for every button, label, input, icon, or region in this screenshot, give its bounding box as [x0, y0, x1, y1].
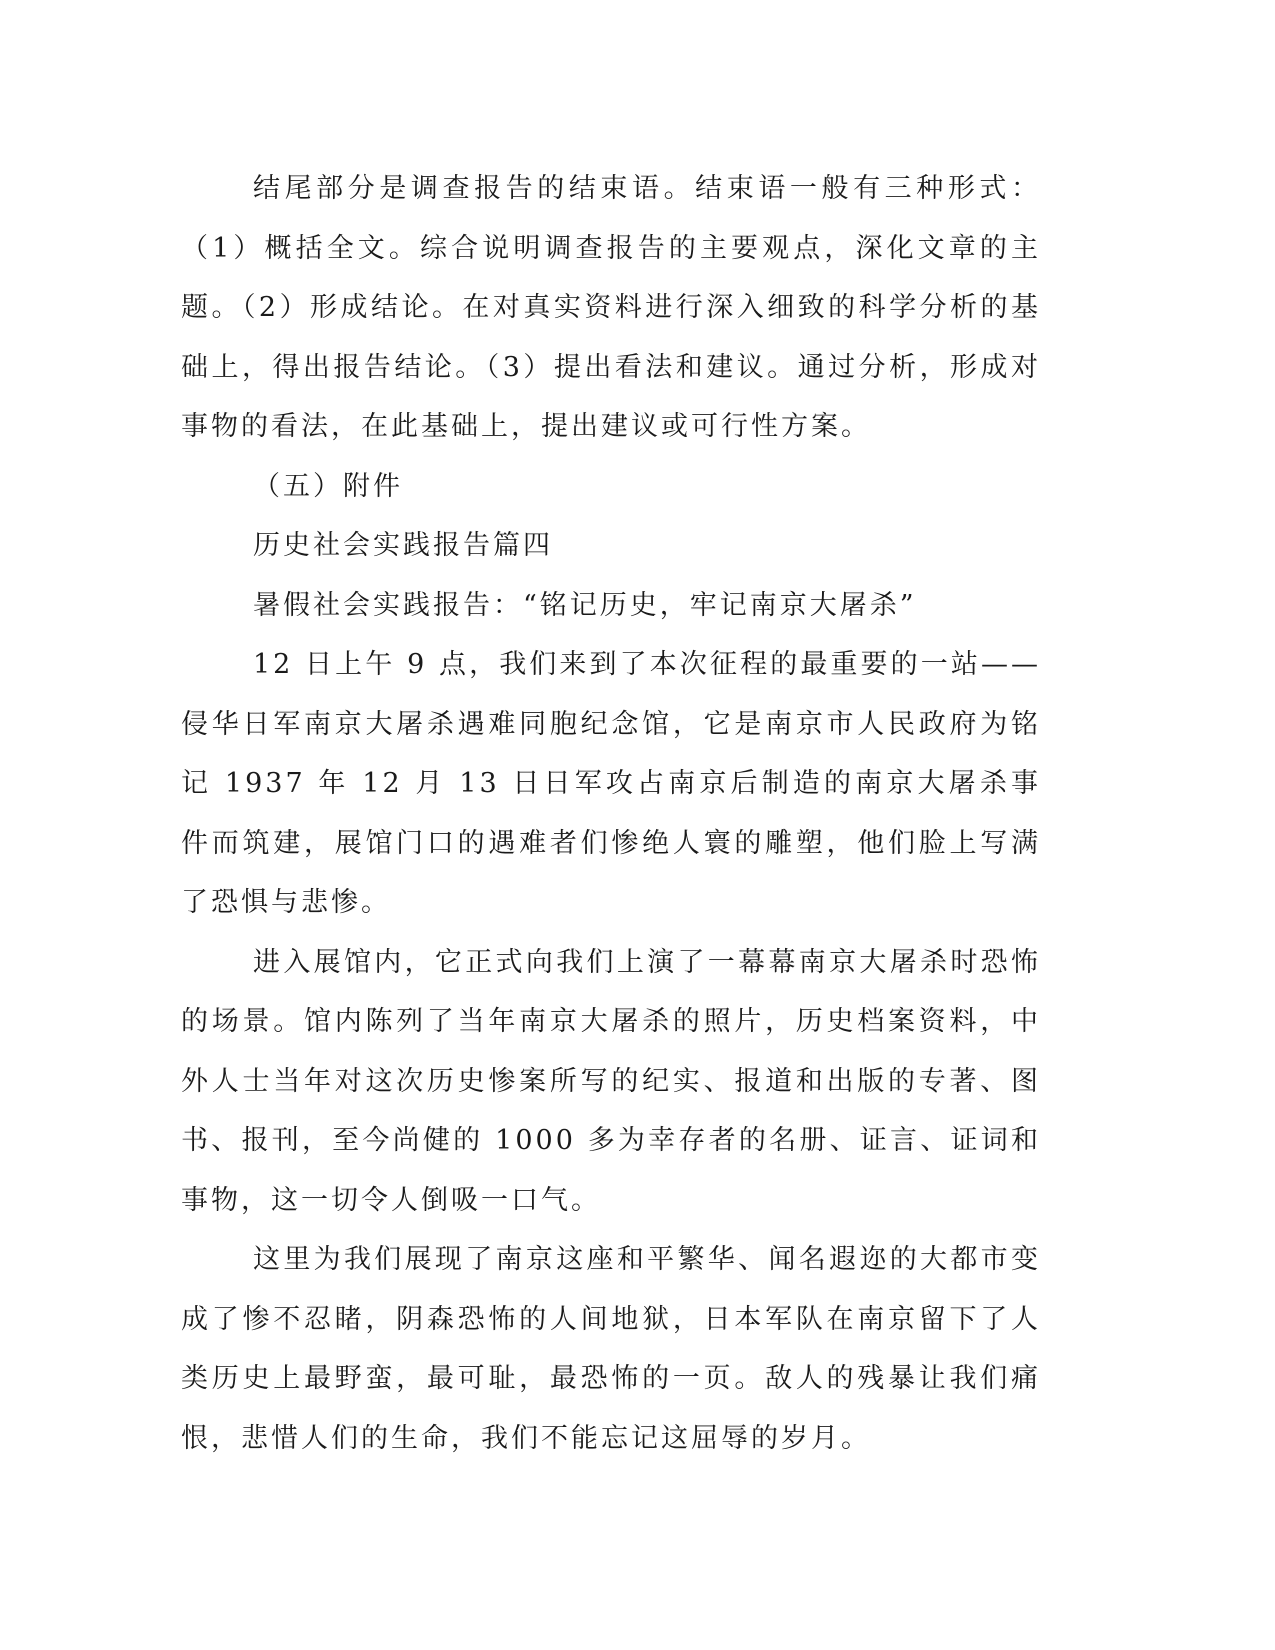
article-subtitle: 暑假社会实践报告：“铭记历史，牢记南京大屠杀” [253, 589, 917, 621]
paragraph-conclusion: 结尾部分是调查报告的结束语。结束语一般有三种形式：（1）概括全文。综合说明调查报告的主要观点，深化文章的主题。（2）形成结论。在对真实资料进行深入细致的科学分析的基础上，得出报告结论。（3）提出看法和建议。通过分析，形成对事物的看法，在此基础上，提出建议或可行性方案。 [181, 173, 1041, 442]
paragraph-visit: 12 日上午 9 点，我们来到了本次征程的最重要的一站——侵华日军南京大屠杀遇难同胞纪念馆，它是南京市人民政府为铭记 1937 年 12 月 13 日日军攻占南京后制造的南京大屠杀事件而筑建，展馆门口的遇难者们惨绝人寰的雕塑，他们脸上写满了恐惧与悲惨。 [181, 649, 1041, 918]
paragraph-exhibition: 进入展馆内，它正式向我们上演了一幕幕南京大屠杀时恐怖的场景。馆内陈列了当年南京大屠杀的照片，历史档案资料，中外人士当年对这次历史惨案所写的纪实、报道和出版的专著、图书、报刊，至今尚健的 1000 多为幸存者的名册、证言、证词和事物，这一切令人倒吸一口气。 [181, 946, 1041, 1216]
article-title: 历史社会实践报告篇四 [253, 530, 553, 561]
document-body [181, 159, 1041, 1468]
section-heading-attachment: （五）附件 [253, 470, 403, 502]
paragraph-reflection: 这里为我们展现了南京这座和平繁华、闻名遐迩的大都市变成了惨不忍睹，阴森恐怖的人间地狱，日本军队在南京留下了人类历史上最野蛮，最可耻，最恐怖的一页。敌人的残暴让我们痛恨，悲惜人们的生命，我们不能忘记这屈辱的岁月。 [181, 1244, 1041, 1454]
